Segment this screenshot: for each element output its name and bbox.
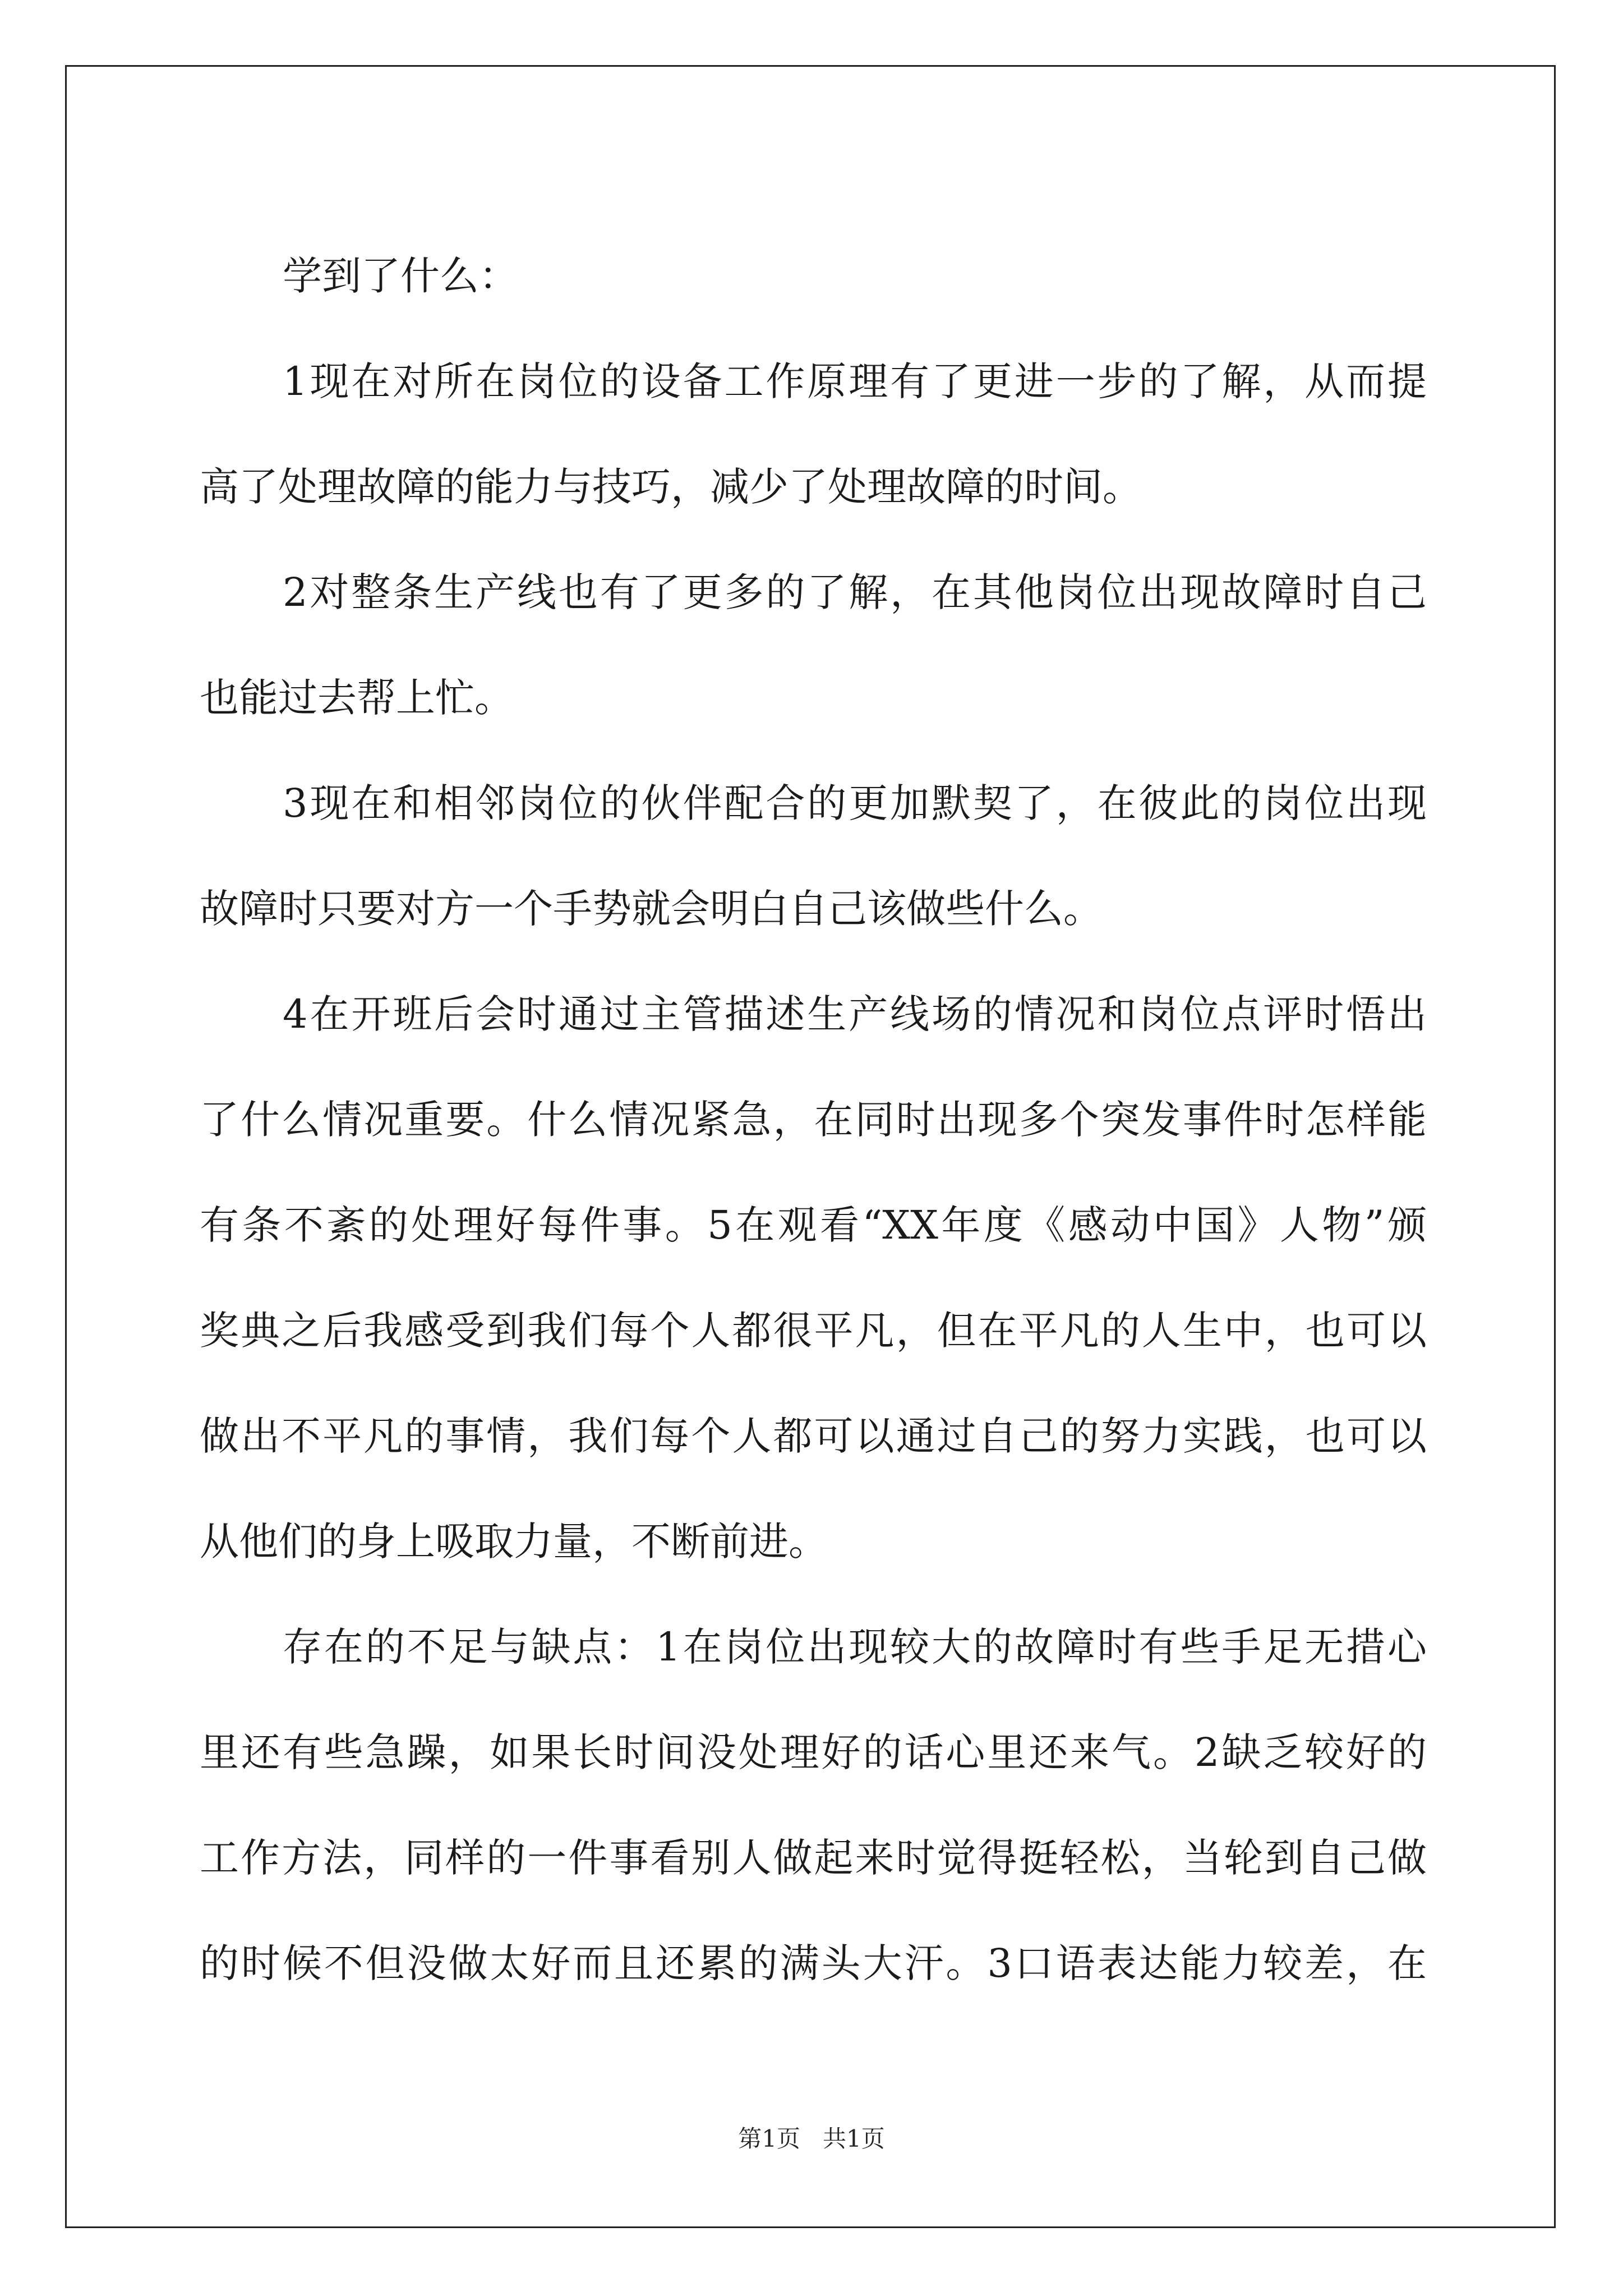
document-body — [200, 223, 1427, 2016]
text-line: 有条不紊的处理好每件事。5在观看“XX年度《感动中国》人物”颁 — [200, 1202, 1427, 1248]
footer-spacer — [800, 2125, 823, 2152]
text-line: 故障时只要对方一个手势就会明白自己该做些什么。 — [200, 886, 1103, 932]
text-line: 奖典之后我感受到我们每个人都很平凡，但在平凡的人生中，也可以 — [200, 1308, 1427, 1354]
text-line: 从他们的身上吸取力量，不断前进。 — [200, 1519, 828, 1565]
text-line: 高了处理故障的能力与技巧，减少了处理故障的时间。 — [200, 464, 1142, 510]
text-line: 的时候不但没做太好而且还累的满头大汗。3口语表达能力较差，在 — [200, 1940, 1427, 1986]
text-line: 做出不平凡的事情，我们每个人都可以通过自己的努力实践，也可以 — [200, 1413, 1427, 1459]
text-line: 存在的不足与缺点：1在岗位出现较大的故障时有些手足无措心 — [283, 1624, 1427, 1670]
text-line: 1现在对所在岗位的设备工作原理有了更进一步的了解，从而提 — [283, 358, 1427, 404]
text-line: 也能过去帮上忙。 — [200, 675, 514, 721]
page-number-current: 第1页 — [738, 2125, 800, 2152]
text-line: 4在开班后会时通过主管描述生产线场的情况和岗位点评时悟出 — [283, 991, 1427, 1037]
text-line: 2对整条生产线也有了更多的了解，在其他岗位出现故障时自己 — [283, 569, 1427, 615]
text-line: 3现在和相邻岗位的伙伴配合的更加默契了，在彼此的岗位出现 — [283, 780, 1427, 826]
page-number-total: 共1页 — [823, 2125, 885, 2152]
text-line: 里还有些急躁，如果长时间没处理好的话心里还来气。2缺乏较好的 — [200, 1729, 1427, 1775]
text-line: 工作方法，同样的一件事看别人做起来时觉得挺轻松，当轮到自己做 — [200, 1835, 1427, 1881]
text-line: 学到了什么： — [283, 253, 518, 299]
text-line: 了什么情况重要。什么情况紧急，在同时出现多个突发事件时怎样能 — [200, 1097, 1427, 1143]
page-footer — [0, 2120, 1623, 2154]
